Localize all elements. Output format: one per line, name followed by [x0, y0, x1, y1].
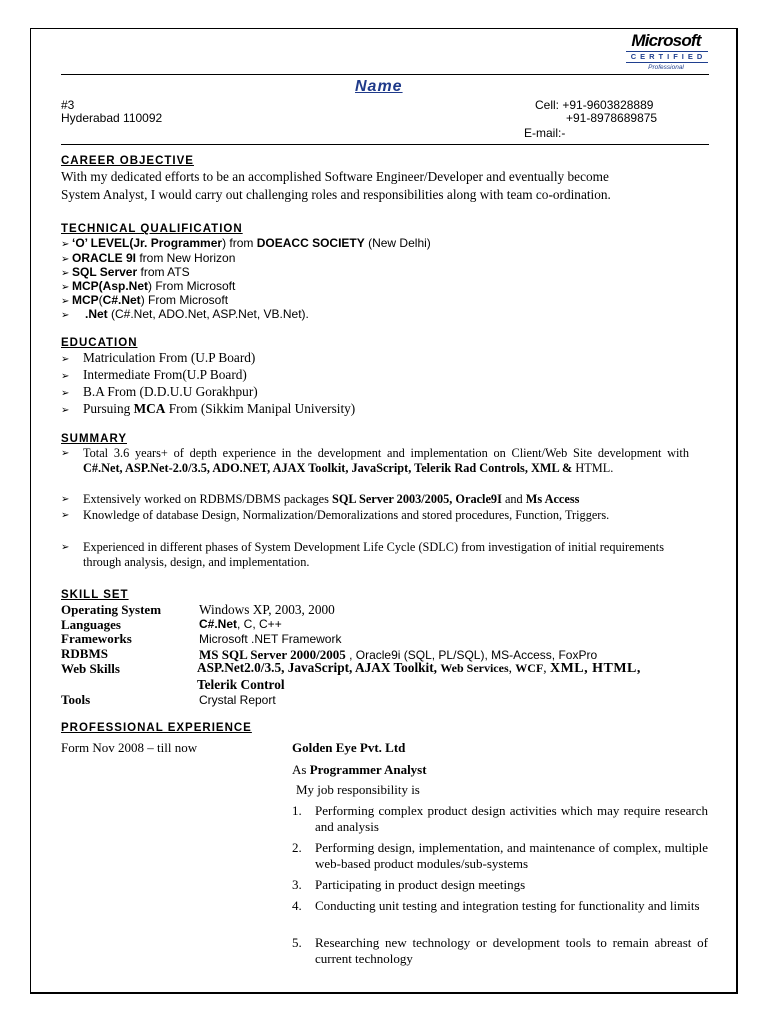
- skill-rdbms-label: RDBMS: [61, 646, 108, 661]
- skill-os-label: Operating System: [61, 602, 162, 617]
- experience-period: Form Nov 2008 – till now: [61, 740, 198, 755]
- career-objective-heading: CAREER OBJECTIVE: [61, 155, 194, 167]
- skill-web-value-line-2: Telerik Control: [197, 677, 285, 692]
- skill-languages-label: Languages: [61, 617, 121, 632]
- arrow-bullet-icon: ➢: [61, 494, 70, 505]
- skill-web-value: ASP.Net2.0/3.5, JavaScript, AJAX Toolkit, Web Services, WCF, XML, HTML,: [197, 660, 641, 676]
- arrow-bullet-icon: ➢: [61, 388, 70, 399]
- education-item-2: ➢ Intermediate From(U.P Board): [61, 367, 247, 382]
- contact-rule: [61, 144, 709, 145]
- phone-2: +91-8978689875: [566, 111, 658, 125]
- cell-label: Cell:: [535, 98, 560, 112]
- tech-item-2: ➢ ORACLE 9I from New Horizon: [61, 251, 236, 265]
- role-line: As Programmer Analyst: [292, 762, 427, 777]
- skill-frameworks-value: Microsoft .NET Framework: [199, 632, 342, 646]
- summary-item-2: ➢ Extensively worked on RDBMS/DBMS packages SQL Server 2003/2005, Oracle9I and Ms Access: [61, 492, 580, 506]
- summary-item-3: ➢ Knowledge of database Design, Normalization/Demoralizations and stored procedures, Function, Triggers.: [61, 508, 610, 522]
- technical-qualification-heading: TECHNICAL QUALIFICATION: [61, 223, 243, 235]
- arrow-bullet-icon: ➢: [61, 354, 70, 365]
- arrow-bullet-icon: ➢: [61, 405, 70, 416]
- tech-item-1: ➢ ‘O’ LEVEL(Jr. Programmer) from DOEACC SOCIETY (New Delhi): [61, 236, 431, 250]
- logo-professional: Professional: [648, 64, 684, 71]
- email-label: E-mail:-: [524, 126, 566, 140]
- responsibility-2: 2. Performing design, implementation, and maintenance of complex, multiple web-based product modules/sub-systems: [292, 840, 708, 871]
- arrow-bullet-icon: ➢: [61, 510, 70, 521]
- arrow-bullet-icon: ➢: [61, 254, 70, 265]
- responsibility-1: 1. Performing complex product design activities which may require research and analysis: [292, 803, 708, 834]
- arrow-bullet-icon: ➢: [61, 371, 70, 382]
- arrow-bullet-icon: ➢: [61, 239, 70, 250]
- responsibility-intro: My job responsibility is: [296, 782, 420, 797]
- tech-item-4: ➢ MCP(Asp.Net) From Microsoft: [61, 279, 236, 293]
- arrow-bullet-icon: ➢: [61, 296, 70, 307]
- skill-frameworks-label: Frameworks: [61, 631, 132, 646]
- logo-certified: CERTIFIED: [626, 51, 708, 63]
- summary-heading: SUMMARY: [61, 433, 127, 445]
- summary-item-1: ➢ Total 3.6 years+ of depth experience in the development and implementation on Client/Web Site development with C#.Net, ASP.Net-2.0/3.5, ADO.NET, AJAX Toolkit, JavaScript, Telerik Rad Controls, XML & HTML.: [61, 446, 689, 475]
- education-item-4: ➢ Pursuing MCA From (Sikkim Manipal University): [61, 401, 356, 416]
- address-line-1: #3: [61, 98, 75, 112]
- phone-1: +91-9603828889: [562, 98, 654, 112]
- skill-os-value: Windows XP, 2003, 2000: [199, 602, 335, 617]
- skill-rdbms-value: MS SQL Server 2000/2005 , Oracle9i (SQL, PL/SQL), MS-Access, FoxPro: [199, 647, 598, 662]
- tech-item-3: ➢ SQL Server from ATS: [61, 265, 190, 279]
- arrow-bullet-icon: ➢: [61, 448, 70, 459]
- professional-experience-heading: PROFESSIONAL EXPERIENCE: [61, 722, 252, 734]
- responsibility-5: 5. Researching new technology or development tools to remain abreast of current technology: [292, 935, 708, 966]
- header-rule: [61, 74, 709, 75]
- company-name: Golden Eye Pvt. Ltd: [292, 740, 406, 755]
- microsoft-certified-logo: [618, 32, 714, 72]
- summary-item-4: ➢ Experienced in different phases of System Development Life Cycle (SDLC) from investigation of initial requirements through analysis, design, and implementation.: [61, 540, 664, 569]
- responsibility-4: 4. Conducting unit testing and integration testing for functionality and limits: [292, 898, 700, 913]
- skill-languages-value: C#.Net, C, C++: [199, 617, 282, 631]
- arrow-bullet-icon: ➢: [61, 282, 70, 293]
- skill-web-label: Web Skills: [61, 661, 120, 676]
- logo-brand: Microsoft: [631, 31, 701, 50]
- arrow-bullet-icon: ➢: [61, 542, 70, 553]
- education-item-3: ➢ B.A From (D.D.U.U Gorakhpur): [61, 384, 258, 399]
- skill-tools-label: Tools: [61, 692, 91, 707]
- skill-tools-value: Crystal Report: [199, 693, 276, 707]
- career-objective-line-1: With my dedicated efforts to be an accomplished Software Engineer/Developer and eventually become: [61, 169, 609, 184]
- arrow-bullet-icon: ➢: [61, 310, 70, 321]
- cell-row: [535, 98, 653, 112]
- arrow-bullet-icon: ➢: [61, 268, 70, 279]
- address-line-2: Hyderabad 110092: [61, 111, 163, 125]
- education-item-1: ➢ Matriculation From (U.P Board): [61, 350, 256, 365]
- candidate-name: Name: [355, 78, 403, 95]
- responsibility-3: 3. Participating in product design meetings: [292, 877, 526, 892]
- tech-item-5: ➢ MCP(C#.Net) From Microsoft: [61, 293, 229, 307]
- skill-set-heading: SKILL SET: [61, 589, 129, 601]
- tech-item-6: ➢ .Net (C#.Net, ADO.Net, ASP.Net, VB.Net).: [61, 307, 309, 321]
- education-heading: EDUCATION: [61, 337, 138, 349]
- career-objective-line-2: System Analyst, I would carry out challenging roles and responsibilities along with team co-ordination.: [61, 187, 611, 202]
